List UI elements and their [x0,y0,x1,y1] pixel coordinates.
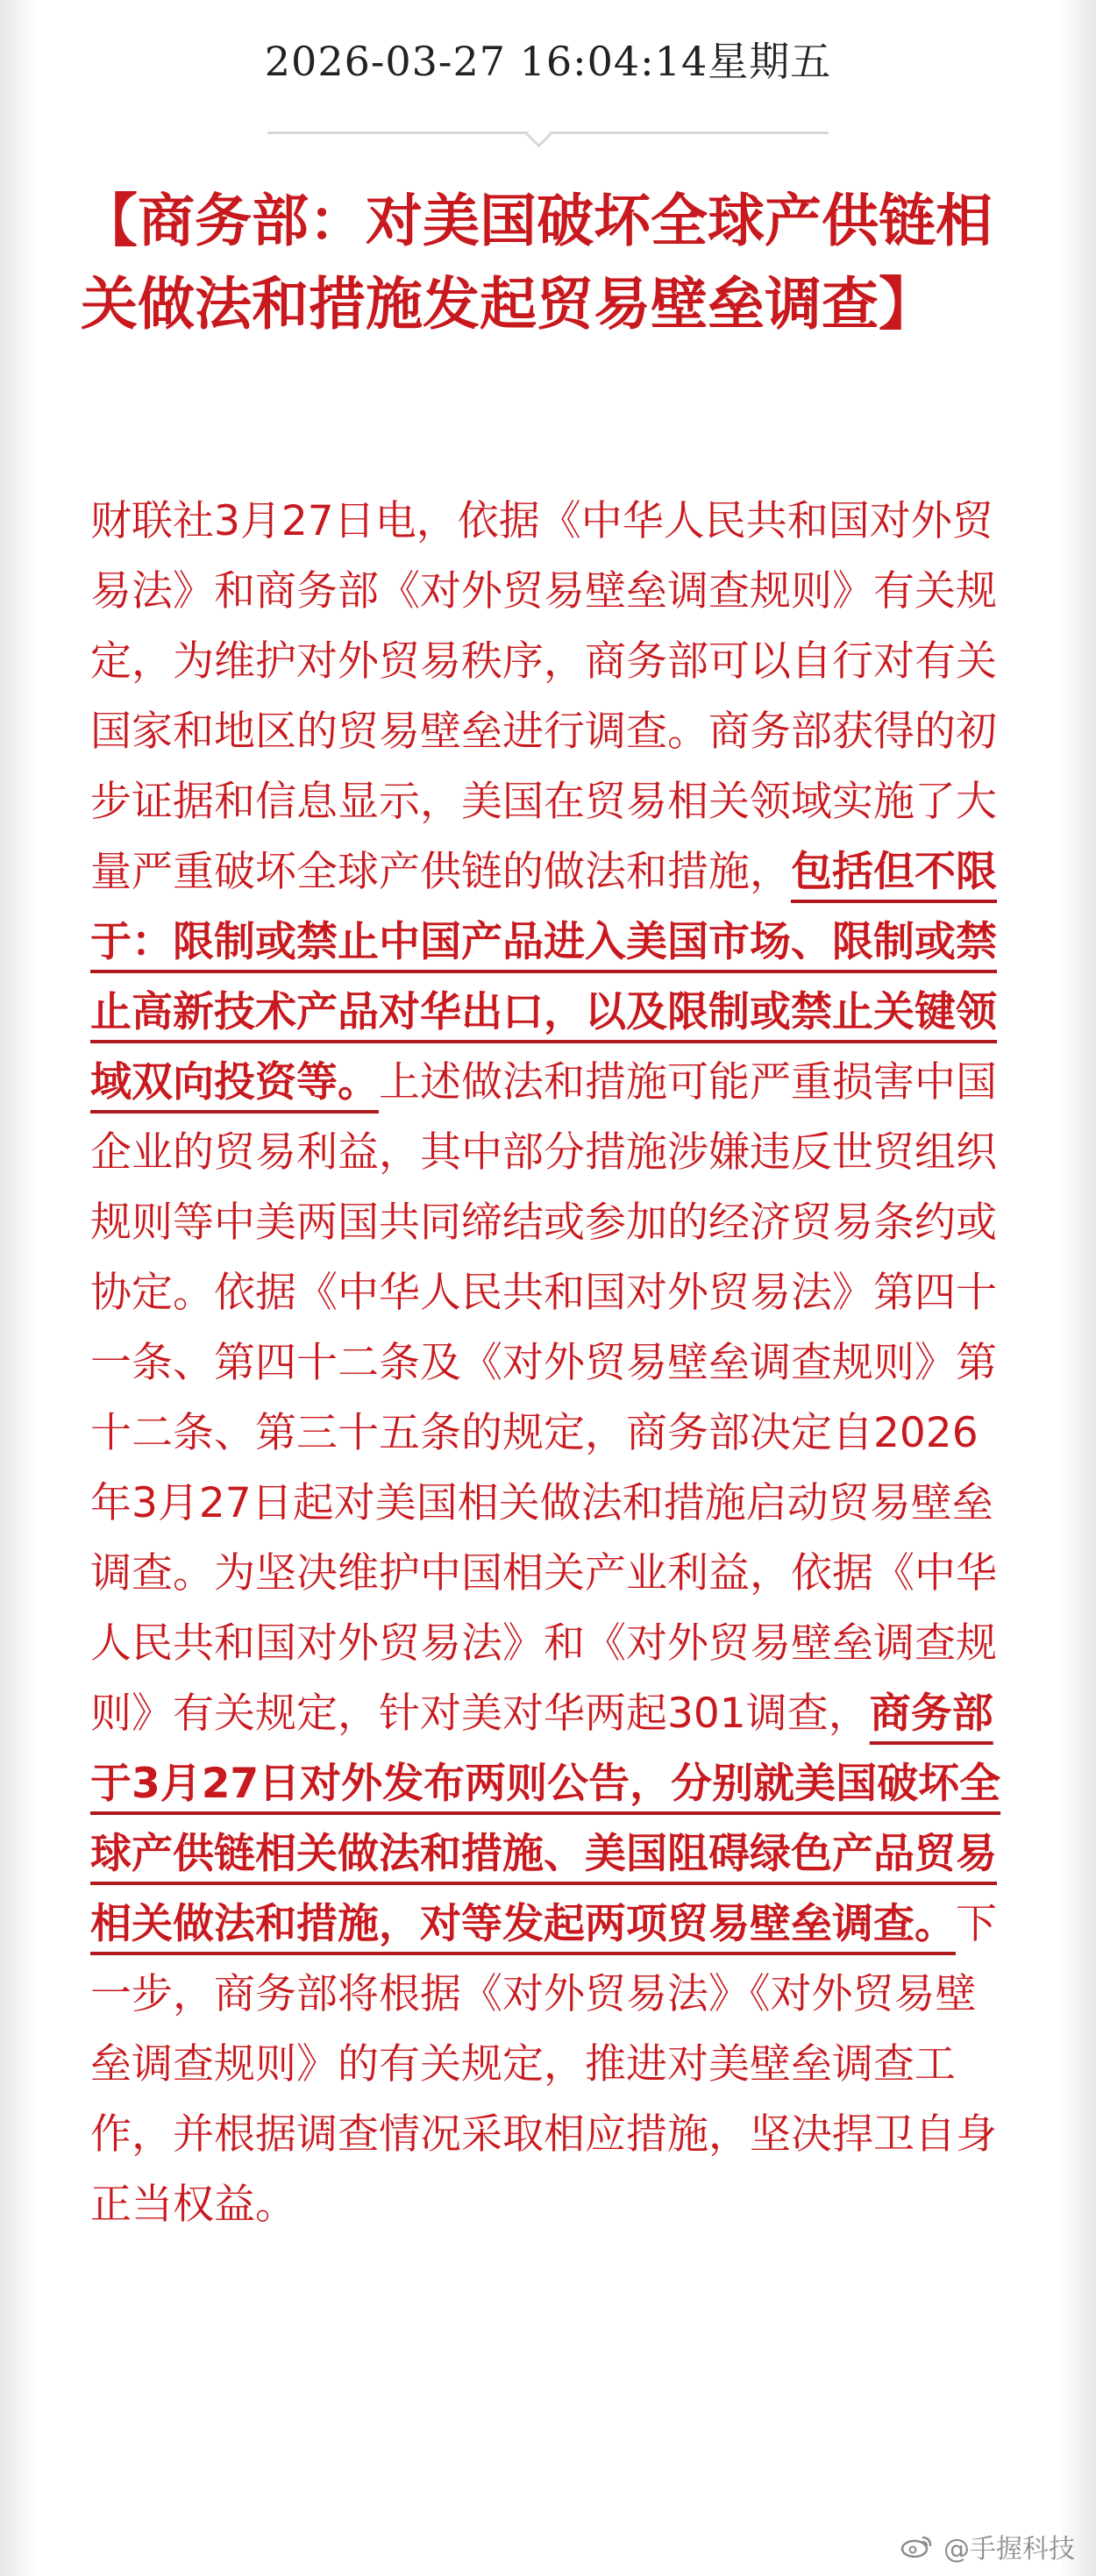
date-header [0,35,1096,88]
publish-datetime: 2026-03-27 16:04:14星期五 [264,38,832,85]
body-text-part-2: 上述做法和措施可能严重损害中国企业的贸易利益，其中部分措施涉嫌违反世贸组织规则等中美两国共同缔结或参加的经济贸易条约或协定。依据《中华人民共和国对外贸易法》第四十一条、第四十二条及《对外贸易壁垒调查规则》第十二条、第三十五条的规定，商务部决定自2026年3月27日起对美国相关做法和措施启动贸易壁垒调查。为坚决维护中国相关产业利益，依据《中华人民共和国对外贸易法》和《对外贸易壁垒调查规则》有关规定，针对美对华两起301调查， [90,1058,997,1738]
article-body [90,487,1011,2240]
weibo-logo-icon [900,2534,935,2558]
highlighted-text-1: 包括但不限于：限制或禁止中国产品进入美国市场、限制或禁止高新技术产品对华出口，以及限制或禁止关键领域双向投资等。 [90,848,997,1107]
body-text-part-1: 财联社3月27日电，依据《中华人民共和国对外贸易法》和商务部《对外贸易壁垒调查规则》有关规定，为维护对外贸易秩序，商务部可以自行对有关国家和地区的贸易壁垒进行调查。商务部获得的初步证据和信息显示，美国在贸易相关领域实施了大量严重破坏全球产供链的做法和措施， [90,497,997,896]
highlighted-text-2: 商务部于3月27日对外发布两则公告，分别就美国破坏全球产供链相关做法和措施、美国阻碍绿色产品贸易相关做法和措施，对等发起两项贸易壁垒调查。 [90,1690,1001,1948]
article-headline: 【商务部：对美国破坏全球产供链相关做法和措施发起贸易壁垒调查】 [81,189,993,338]
watermark [900,2527,1075,2565]
watermark-text: @手握科技 [943,2534,1075,2565]
body-text-part-3: 下一步，商务部将根据《对外贸易法》《对外贸易壁垒调查规则》的有关规定，推进对美壁垒调查工作，并根据调查情况采取相应措施，坚决捍卫自身正当权益。 [90,1900,997,2229]
